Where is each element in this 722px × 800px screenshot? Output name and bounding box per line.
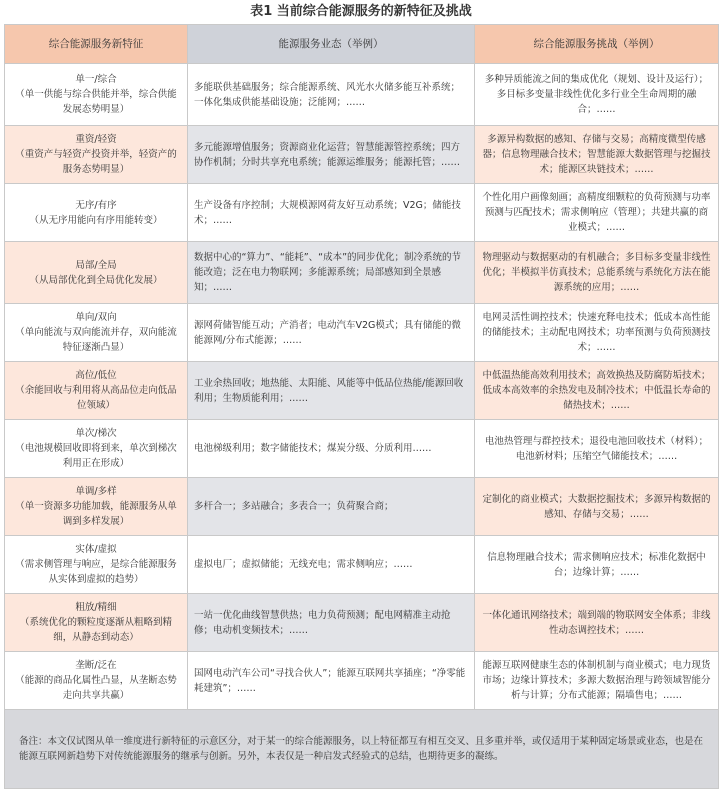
business-cell: 电池梯级利用；数字储能技术；煤炭分级、分质利用…… [188,420,475,478]
header-feature: 综合能源服务新特征 [5,25,188,64]
table-note: 备注：本文仅试图从单一维度进行新特征的示意区分，对于某一的综合能源服务，以上特征都互有相互交叉、且多重并举，或仅适用于某种固定场景或业态，也是在能源互联网新趋势下对传统能源服务的继承与创新。另外，本表仅是一种启发式经验式的总结，也期待更多的凝练。 [5,710,719,789]
feature-cell [5,126,188,184]
business-cell: 多元能源增值服务；资源商业化运营；智慧能源管控系统；四方协作机制；分时共享充电系统；能源运维服务；能源托管；…… [188,126,475,184]
business-cell: 工业余热回收；地热能、太阳能、风能等中低品位热能/能源回收利用；生物质能利用；…… [188,362,475,420]
feature-name: 高位/低位 [75,370,117,381]
feature-description: （余能回收与利用将从高品位走向低品位领域） [15,385,177,411]
business-cell: 多能联供基础服务；综合能源系统、风光水火储多能互补系统；一体化集成供能基础设施；泛能网；…… [188,64,475,126]
feature-cell [5,64,188,126]
challenge-cell: 能源互联网健康生态的体制机制与商业模式；电力现货市场；边缘计算技术；多源大数据治理与跨领域智能分析与计算；分布式能源；隔墙售电；…… [475,652,719,710]
table-row [5,64,719,126]
table-row [5,594,719,652]
note-row [5,710,719,789]
feature-cell [5,478,188,536]
challenge-cell: 多种异质能流之间的集成优化（规划、设计及运行）；多目标多变量非线性优化多行业全生命周期的融合；…… [475,64,719,126]
table-row [5,242,719,304]
table-row [5,652,719,710]
feature-description: （单一资源多功能加载，能源服务从单调到多样发展） [15,501,177,527]
challenge-cell: 信息物理融合技术；需求侧响应技术；标准化数据中台；边缘计算；…… [475,536,719,594]
feature-name: 局部/全局 [75,259,117,271]
feature-name: 粗放/精细 [75,602,117,613]
feature-name: 单向/双向 [75,312,117,323]
business-cell: 生产设备有序控制；大规模源网荷友好互动系统；V2G；储能技术；…… [188,184,475,242]
table-title: 表1 当前综合能源服务的新特征及挑战 [250,4,472,19]
feature-cell [5,594,188,652]
challenge-cell: 定制化的商业模式；大数据挖掘技术；多源异构数据的感知、存储与交易；…… [475,478,719,536]
table-row [5,478,719,536]
business-cell: 数据中心的“算力”、“能耗”、“成本”的同步优化；制冷系统的节能改造；泛在电力物联网；多能源系统；局部感知到全景感知；…… [188,242,475,304]
feature-name: 单次/梯次 [75,428,117,439]
feature-description: （单向能流与双向能流并存，双向能流特征逐渐凸显） [15,327,177,353]
table-header-row [5,25,719,64]
table-row [5,126,719,184]
feature-name: 无序/有序 [75,199,117,211]
business-cell: 一站一优化曲线智慧供热；电力负荷预测；配电网精准主动抢修；电动机变频技术；…… [188,594,475,652]
feature-description: （系统优化的颗粒度逐渐从粗略到精细，从静态到动态） [19,617,172,643]
feature-name: 垄断/泛在 [75,660,117,671]
table-row [5,304,719,362]
business-cell: 虚拟电厂；虚拟储能；无线充电；需求侧响应；…… [188,536,475,594]
business-cell: 源网荷储智能互动；产消者；电动汽车V2G模式；具有储能的微能源网/分布式能源；…… [188,304,475,362]
features-table [4,24,719,789]
header-challenge: 综合能源服务挑战（举例） [475,25,719,64]
feature-cell [5,242,188,304]
table-row [5,420,719,478]
feature-name: 单调/多样 [75,486,117,497]
challenge-cell: 多源异构数据的感知、存储与交易；高精度微型传感器；信息物理融合技术；智慧能源大数据管理与挖掘技术；能源区块链技术；…… [475,126,719,184]
feature-cell [5,536,188,594]
challenge-cell: 电网灵活性调控技术；快速充释电技术；低成本高性能的储能技术；主动配电网技术；功率预测与负荷预测技术；…… [475,304,719,362]
business-cell: 多杆合一；多站融合；多表合一；负荷聚合商； [188,478,475,536]
feature-name: 实体/虚拟 [75,544,117,555]
feature-description: （重资产与轻资产投资并举，轻资产的服务态势明显） [15,149,177,175]
business-cell: 国网电动汽车公司“寻找合伙人”；能源互联网共享插座；“净零能耗建筑”；…… [188,652,475,710]
challenge-cell: 电池热管理与群控技术；退役电池回收技术（材料）；电池新材料；压缩空气储能技术；…… [475,420,719,478]
challenge-cell: 个性化用户画像刻画；高精度细颗粒的负荷预测与功率预测与匹配技术；需求侧响应（管理）；共建共赢的商业模式；…… [475,184,719,242]
table-row [5,362,719,420]
challenge-cell: 中低温热能高效利用技术；高效换热及防腐防垢技术；低成本高效率的余热发电及制冷技术；中低温长寿命的储热技术；…… [475,362,719,420]
challenge-cell: 一体化通讯网络技术；端到端的物联网安全体系；非线性动态调控技术；…… [475,594,719,652]
feature-cell [5,184,188,242]
feature-cell [5,362,188,420]
header-business: 能源服务业态（举例） [188,25,475,64]
feature-cell [5,304,188,362]
feature-name: 单一/综合 [75,74,117,85]
feature-description: （电池规模回收即将到来，单次到梯次利用正在形成） [15,443,177,469]
feature-name: 重资/轻资 [75,134,117,145]
table-row [5,536,719,594]
feature-description: （单一供能与综合供能并举，综合供能发展态势明显） [15,89,177,115]
feature-description: （需求侧管理与响应，是综合能源服务从实体到虚拟的趋势） [15,559,177,585]
feature-description: （能源的商品化属性凸显，从垄断态势走向共享共赢） [15,675,177,701]
challenge-cell: 物理驱动与数据驱动的有机融合；多目标多变量非线性优化；半模拟半仿真技术；总能系统与系统化方法在能源系统的应用；…… [475,242,719,304]
table-row [5,184,719,242]
feature-description: （从局部优化到全局优化发展） [29,274,163,286]
feature-cell [5,420,188,478]
feature-cell [5,652,188,710]
feature-description: （从无序用能向有序用能转变） [29,214,163,226]
